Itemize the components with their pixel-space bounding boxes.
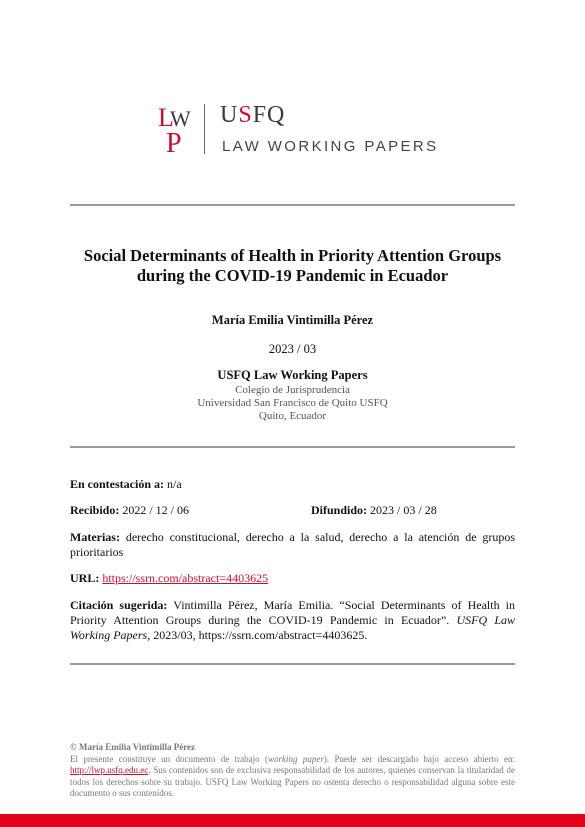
- series-name: USFQ Law Working Papers: [217, 368, 368, 382]
- institution-line-3: Quito, Ecuador: [258, 410, 327, 422]
- url-field: URL: https://ssrn.com/abstract=4403625: [70, 571, 269, 585]
- institution-line-1: Colegio de Jurisprudencia: [235, 384, 350, 396]
- divider-top: [70, 204, 515, 206]
- ssrn-link[interactable]: https://ssrn.com/abstract=4403625: [102, 571, 269, 585]
- lwp-usfq-logo: [150, 100, 450, 160]
- svg-text:P: P: [166, 128, 182, 158]
- svg-text:L: L: [158, 103, 174, 132]
- citation-field: Citación sugerida: Vintimilla Pérez, María Emilia. “Social Determinants of Health in Priority Attention Groups during the COVID-19 Pandemic in Ecuador”. USFQ Law Working Papers, 2023/03, https://ssrn.com/abstract=4403625.: [70, 598, 516, 642]
- paper-number: 2023 / 03: [268, 342, 317, 356]
- usfq-wordmark: USFQ: [220, 102, 286, 128]
- logo-divider: [204, 104, 205, 154]
- institution-line-2: Universidad San Francisco de Quito USFQ: [197, 397, 388, 409]
- lwp-monogram-icon: [156, 102, 196, 158]
- logo-subtitle: LAW WORKING PAPERS: [222, 138, 439, 155]
- divider-middle: [70, 446, 515, 448]
- lwp-site-link[interactable]: http://lwp.usfq.edu.ec: [70, 765, 149, 775]
- subjects-field: Materias: derecho constitucional, derecho a la salud, derecho a la atención de grupos prioritarios: [70, 530, 516, 559]
- brand-red-bar: [0, 814, 585, 827]
- license-text: El presente constituye un documento de trabajo (working paper). Puede ser descargado bajo acceso abierto en: http://lwp.usfq.edu.ec. Sus contenidos son de exclusiva responsabilidad de los autores, quienes conservan la titularidad de todos los derechos sobre su trabajo. USFQ Law Working Papers no ostenta derecho o responsabilidad alguna sobre este documento o sus contenidos.: [70, 753, 515, 798]
- published-field: Difundido: 2023 / 03 / 28: [311, 503, 437, 517]
- copyright-line: © María Emilia Vintimilla Pérez: [70, 742, 196, 752]
- paper-title: Social Determinants of Health in Priority Attention Groups during the COVID-19 Pandemic in Ecuador: [83, 246, 502, 285]
- received-field: Recibido: 2022 / 12 / 06: [70, 503, 190, 517]
- svg-text:W: W: [170, 106, 191, 131]
- author-name: María Emilia Vintimilla Pérez: [211, 313, 374, 327]
- divider-bottom: [70, 663, 515, 665]
- license-footer: [70, 742, 515, 800]
- reply-field: En contestación a: n/a: [70, 477, 182, 491]
